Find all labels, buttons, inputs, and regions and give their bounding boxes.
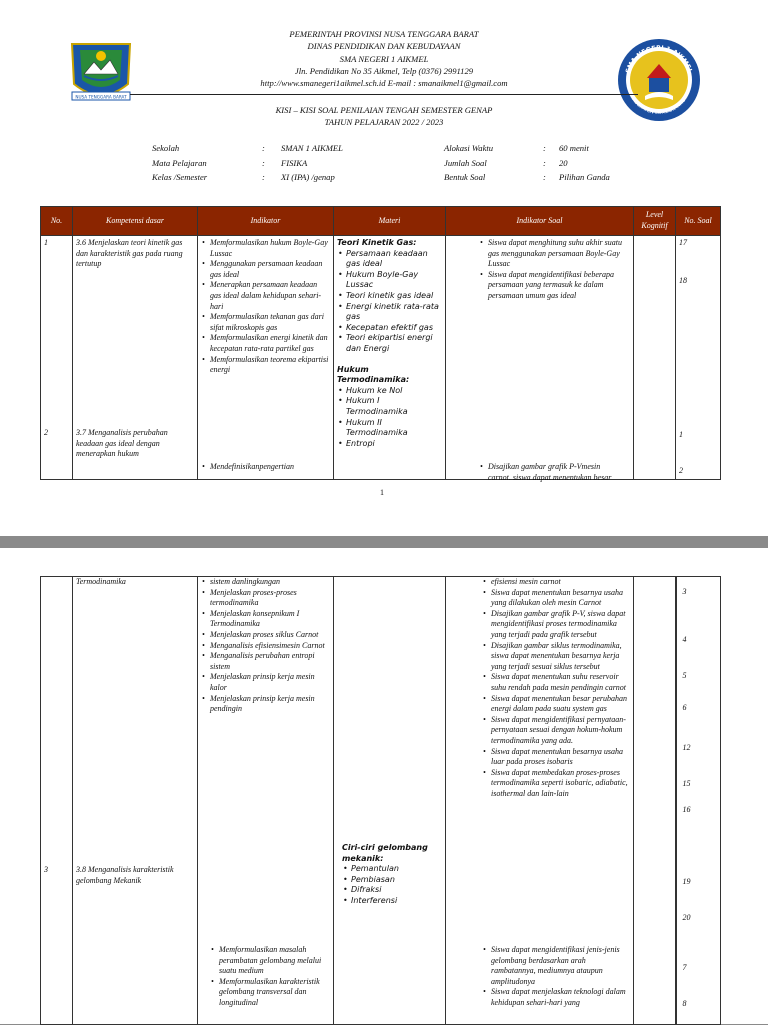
list-item: • Menjelaskan konsepnikum I Termodinamika [210,609,330,630]
svg-text:NUSA TENGGARA BARAT: NUSA TENGGARA BARAT [75,94,127,100]
list-item: • Siswa dapat menentukan besarnya usaha luar pada proses isobaris [491,747,630,768]
indikator-soal-cell [446,236,634,480]
info-label: Jumlah Soal [444,157,487,168]
kd-text: Termodinamika [76,577,126,586]
letterhead [200,28,568,89]
page-number: 1 [380,488,384,497]
info-colon: : [262,157,265,168]
list-item: • Menjelaskan proses siklus Carnot [210,630,330,641]
level-cell [634,236,676,480]
list-item: • Menggunakan persamaan keadaan gas ideal [210,259,330,280]
list-item: • Siswa dapat mengidentifikasi jenis-jenis gelombang berdasarkan arah rambatannya, mediumnya ataupun amplitudonya [491,945,627,987]
info-colon: : [262,172,265,182]
info-label: Kelas /Semester [152,172,208,182]
list-item: • Mendefinisikanpengertian [210,462,294,473]
kisi-table-page1 [40,206,721,480]
list-item: • Hukum ke Nol [346,386,442,397]
question-number: 2 [679,466,683,475]
indikator-cell [198,577,334,1025]
letterhead-line: PEMERINTAH PROVINSI NUSA TENGGARA BARAT [289,29,479,39]
question-number: 7 [682,963,687,972]
question-number: 5 [682,671,687,680]
header-cell: Indikator [198,207,334,236]
info-left [150,140,345,186]
list-item: • Memformulasikan energi kinetik dan kecepatan rata-rata partikel gas [210,333,330,354]
question-number: 6 [682,703,687,712]
letterhead-line: DINAS PENDIDIKAN DAN KEBUDAYAAN [307,41,461,52]
info-colon: : [543,172,546,182]
header-cell: Materi [334,207,446,236]
list-item: • Disajikan gambar grafik P-V, siswa dapat mengidentifikasi proses termodinamika yang terjadi pada grafik tersebut [491,609,630,641]
level-cell [634,577,676,1025]
info-label: Mata Pelajaran [152,157,207,168]
kd-text: 3.8 Menganalisis karakteristik gelombang Mekanik [76,865,174,885]
list-item: • Interferensi [351,896,441,907]
svg-text:SMA NEGERI 1 AIKMEL: SMA NEGERI 1 AIKMEL [623,43,695,75]
list-item: • Hukum I Termodinamika [346,396,442,417]
materi-cell [334,577,446,1025]
info-label: Bentuk Soal [444,172,486,182]
list-item: • Entropi [346,439,442,450]
list-item: • Menganalisis efisiensimesin Carnot [210,641,330,652]
list-item: • Energi kinetik rata-rata gas [346,302,442,323]
list-item: • Teori kinetik gas ideal [346,291,442,302]
info-value: 60 menit [559,143,589,153]
document-page-2 [0,548,768,1024]
list-item: • Pemantulan [351,864,441,875]
question-number: 16 [682,805,691,814]
letterhead-line: Jln. Pendidikan No 35 Aikmel, Telp (0376) 2991129 [294,65,474,76]
question-number: 3 [682,587,687,596]
list-item: • Persamaan keadaan gas ideal [346,249,442,270]
header-cell: No. Soal [676,207,721,236]
list-item: • Hukum Boyle-Gay Lussac [346,270,442,291]
info-right [442,140,612,186]
row-number: 3 [44,865,48,874]
table-row [41,577,721,1025]
list-item: • Pembiasan [351,875,441,886]
list-item: • Memformulasikan tekanan gas dari sifat mikroskopis gas [210,312,330,333]
info-value: FISIKA [281,157,308,168]
letterhead-line: http://www.smanegeri1aikmel.sch.id E-mail : smanaikmel1@gmail.com [260,78,508,89]
header-cell: Indikator Soal [446,207,634,236]
list-item: • Hukum II Termodinamika [346,418,442,439]
header-cell: Kompetensi dasar [73,207,198,236]
list-item: • Menganalisis perubahan entropi sistem [210,651,330,672]
kd-text: 3.6 Menjelaskan teori kinetik gas dan karakteristik gas pada ruang tertutup [76,238,183,269]
question-number: 1 [679,430,683,439]
materi-title: Ciri-ciri gelombang mekanik: [342,843,428,863]
no-cell [41,577,73,1025]
svg-text:KABUPATEN LOMBOK TIMUR: KABUPATEN LOMBOK TIMUR [628,94,690,117]
materi-title: Hukum Termodinamika: [337,364,410,385]
materi-cell [334,236,446,480]
list-item: • Siswa dapat menghitung suhu akhir suatu gas menggunakan persamaan Boyle-Gay Lussac [488,238,630,270]
indikator-soal-cell [446,577,634,1025]
list-item: • Siswa dapat mengidentifikasi pernyataan-pernyataan sesuai dengan hokum-hokum termodinamika yang ada. [491,715,630,747]
table-header-row [41,207,721,236]
question-number: 19 [682,877,691,886]
list-item: • Siswa dapat membedakan proses-proses termodinamika seperti isobaric, adiabatic, isothermal dan lain-lain [491,768,630,800]
question-number: 4 [682,635,687,644]
materi-title: Teori Kinetik Gas: [337,238,417,247]
row-number: 1 [44,238,48,247]
list-item: • Memformulasikan teorema ekipartisi energi [210,355,330,376]
question-number: 15 [682,779,691,788]
list-item: • Menjelaskan prinsip kerja mesin pendingin [210,694,330,715]
list-item: • sistem danlingkungan [210,577,330,588]
question-number: 12 [682,743,691,752]
kd-cell [73,236,198,480]
list-item: • efisiensi mesin carnot [491,577,630,588]
info-colon: : [543,143,546,153]
list-item: • Menjelaskan proses-proses termodinamika [210,588,330,609]
list-item: • Menjelaskan prinsip kerja mesin kalor [210,672,330,693]
title-line: TAHUN PELAJARAN 2022 / 2023 [324,117,444,127]
list-item: • Disajikan gambar grafik P-Vmesin carnot. siswa dapat menentukan besar [488,462,625,483]
list-item: • Disajikan gambar siklus termodinamika, siswa dapat menentukan besarnya kerja yang terjadi sesuai siklus tersebut [491,641,630,673]
row-number: 2 [44,428,48,437]
info-value: Pilihan Ganda [559,172,610,182]
question-number: 18 [679,276,687,285]
letterhead-line: SMA NEGERI 1 AIKMEL [339,53,429,64]
title-line: KISI – KISI SOAL PENILAIAN TENGAH SEMESTER GENAP [275,105,493,115]
info-colon: : [543,157,546,168]
info-label: Alokasi Waktu [444,143,494,153]
school-logo [617,38,701,122]
list-item: • Memformulasikan hukum Boyle-Gay Lussac [210,238,330,259]
no-soal-cell [676,577,721,1025]
header-cell: Level Kognitif [634,207,676,236]
question-number: 20 [682,913,691,922]
list-item: • Siswa dapat menentukan besar perubahan energi dalam pada suatu system gas [491,694,630,715]
kisi-table-page2 [40,576,721,1025]
no-soal-cell [676,236,721,480]
table-row [41,236,721,480]
info-colon: : [262,143,265,153]
info-value: XI (IPA) /genap [281,172,335,182]
kd-text: 3.7 Menganalisis perubahan keadaan gas ideal dengan menerapkan hukum [76,428,168,459]
document-title [200,104,568,128]
question-number: 17 [679,238,687,247]
list-item: • Siswa dapat menentukan besarnya usaha yang dilakukan oleh mesin Carnot [491,588,630,609]
header-cell: No. [41,207,73,236]
ntb-province-logo [66,40,136,108]
question-number: 8 [682,999,687,1008]
kd-cell [73,577,198,1025]
list-item: • Memformulasikan karakteristik gelombang transversal dan longitudinal [219,977,329,1009]
list-item: • Memformulasikan masalah perambatan gelombang melalui suatu medium [219,945,329,977]
list-item: • Kecepatan efektif gas [346,323,442,334]
info-label: Sekolah [152,143,180,153]
list-item: • Siswa dapat menentukan suhu reservoir suhu rendah pada mesin pendingin carnot [491,672,630,693]
info-value: 20 [559,157,568,168]
list-item: • Siswa dapat menjelaskan teknologi dalam kehidupan sehari-hari yang [491,987,627,1008]
info-value: SMAN 1 AIKMEL [281,143,343,153]
no-cell [41,236,73,480]
list-item: • Siswa dapat mengidentifikasi beberapa persamaan yang termasuk ke dalam persamaan umum gas ideal [488,270,630,302]
indikator-cell [198,236,334,480]
list-item: • Menerapkan persamaan keadaan gas ideal dalam kehidupan sehari-hari [210,280,330,312]
list-item: • Teori ekipartisi energi dan Energi [346,333,442,354]
letterhead-divider [130,94,638,95]
list-item: • Difraksi [351,885,441,896]
